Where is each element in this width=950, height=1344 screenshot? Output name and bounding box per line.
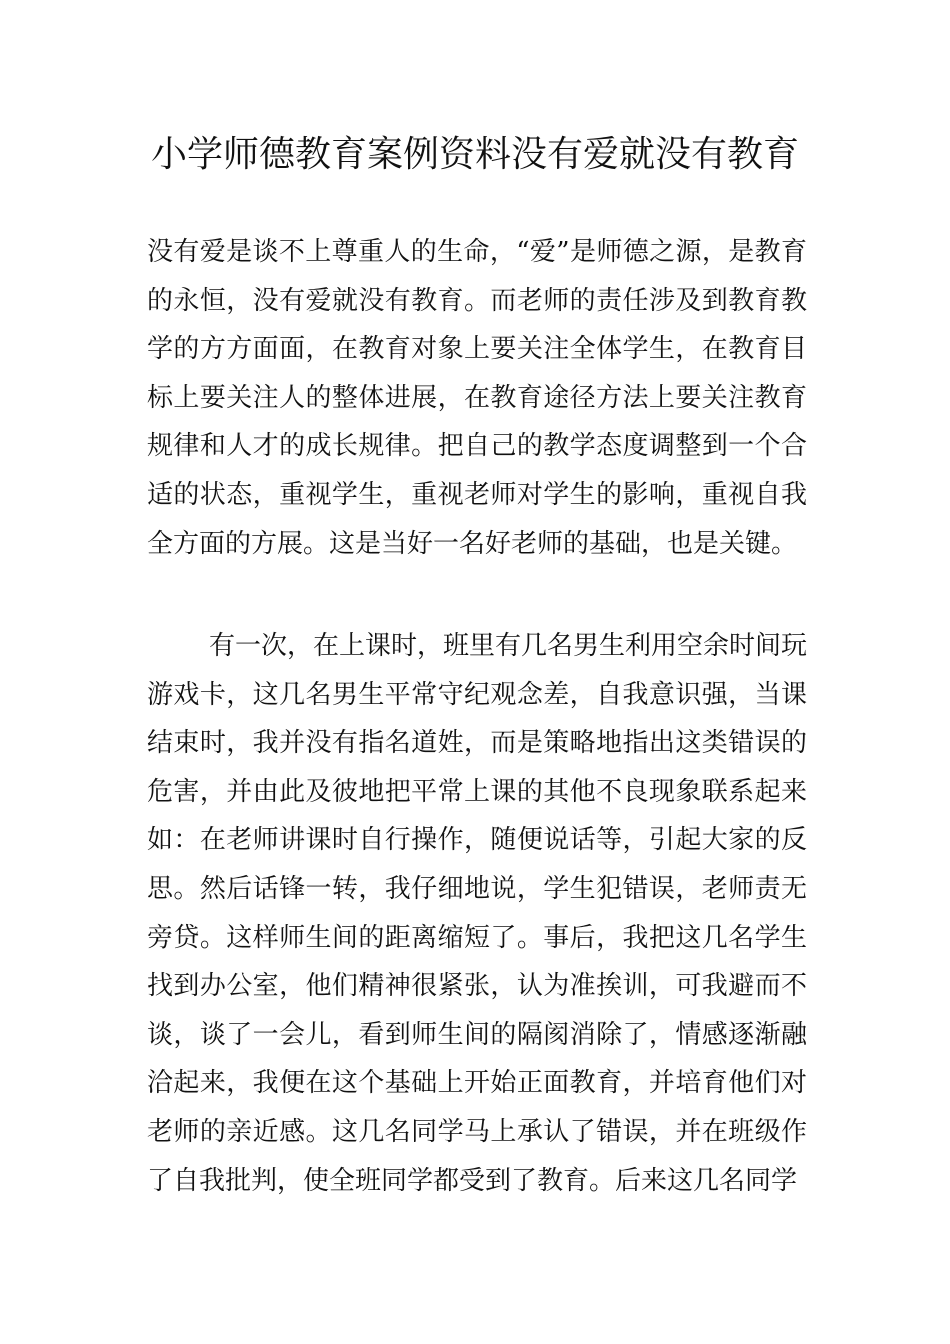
paragraph-2: 有一次，在上课时，班里有几名男生利用空余时间玩游戏卡，这几名男生平常守纪观念差，自我意识强，当课结束时，我并没有指名道姓，而是策略地指出这类错误的危害，并由此及彼地把平常上课的其他不良现象联系起来如：在老师讲课时自行操作，随便说话等，引起大家的反思。然后话锋一转，我仔细地说，学生犯错误，老师责无旁贷。这样师生间的距离缩短了。事后，我把这几名学生找到办公室，他们精神很紧张，认为准挨训，可我避而不谈，谈了一会儿，看到师生间的隔阂消除了，情感逐渐融洽起来，我便在这个基础上开始正面教育，并培育他们对老师的亲近感。这几名同学马上承认了错误，并在班级作了自我批判，使全班同学都受到了教育。后来这几名同学 (147, 631, 808, 1196)
document-title: 小学师德教育案例资料没有爱就没有教育 (150, 134, 799, 175)
paragraph-1: 没有爱是谈不上尊重人的生命，“爱”是师德之源，是教育的永恒，没有爱就没有教育。而老师的责任涉及到教育教学的方方面面，在教育对象上要关注全体学生，在教育目标上要关注人的整体进展，在教育途径方法上要关注教育规律和人才的成长规律。把自己的教学态度调整到一个合适的状态，重视学生，重视老师对学生的影响，重视自我全方面的方展。这是当好一名好老师的基础，也是关键。 (147, 237, 807, 559)
